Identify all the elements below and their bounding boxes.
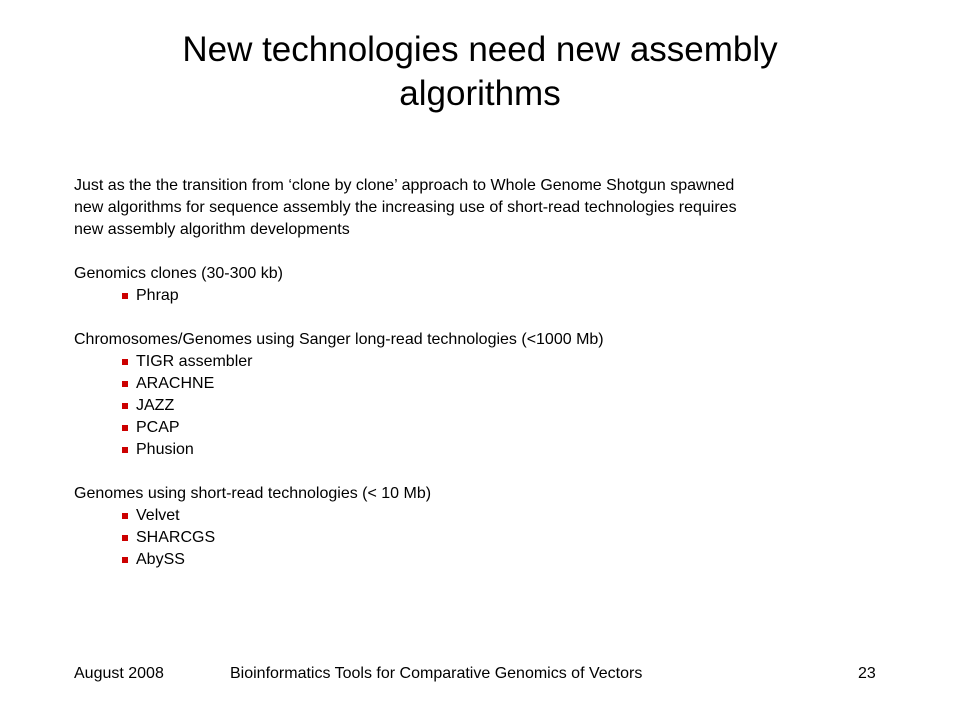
intro-line-3: new assembly algorithm developments	[74, 221, 350, 238]
bullet-list	[74, 351, 894, 461]
bullet-list	[74, 505, 894, 571]
list-item	[122, 351, 894, 373]
square-bullet-icon	[122, 381, 128, 387]
list-item-label: AbySS	[136, 551, 185, 568]
intro-line-2: new algorithms for sequence assembly the increasing use of short-read technologies requires	[74, 199, 737, 216]
list-item	[122, 373, 894, 395]
list-item	[122, 285, 894, 307]
list-item-label: Phusion	[136, 441, 194, 458]
slide-body	[74, 175, 894, 593]
section-heading: Genomes using short-read technologies (< 10 Mb)	[74, 485, 432, 502]
list-item-label: ARACHNE	[136, 375, 215, 392]
slide-title-line-1: New technologies need new assembly	[182, 30, 778, 69]
section-short-read-assemblers	[74, 483, 894, 571]
square-bullet-icon	[122, 513, 128, 519]
list-item	[122, 439, 894, 461]
section-sanger-assemblers	[74, 329, 894, 461]
list-item	[122, 527, 894, 549]
section-heading: Genomics clones (30-300 kb)	[74, 265, 283, 282]
list-item-label: Velvet	[136, 507, 180, 524]
square-bullet-icon	[122, 535, 128, 541]
slide-number: 23	[858, 665, 876, 682]
square-bullet-icon	[122, 359, 128, 365]
list-item	[122, 549, 894, 571]
section-genomic-clones	[74, 263, 894, 307]
list-item-label: Phrap	[136, 287, 179, 304]
list-item	[122, 395, 894, 417]
slide-title-line-2: algorithms	[399, 74, 561, 113]
list-item-label: JAZZ	[136, 397, 175, 414]
square-bullet-icon	[122, 425, 128, 431]
footer-title: Bioinformatics Tools for Comparative Genomics of Vectors	[230, 665, 643, 682]
square-bullet-icon	[122, 447, 128, 453]
footer-date: August 2008	[74, 665, 164, 682]
intro-line-1: Just as the the transition from ‘clone by clone’ approach to Whole Genome Shotgun spawned	[74, 177, 735, 194]
bullet-list	[74, 285, 894, 307]
intro-paragraph	[74, 175, 894, 241]
list-item-label: SHARCGS	[136, 529, 216, 546]
square-bullet-icon	[122, 293, 128, 299]
square-bullet-icon	[122, 557, 128, 563]
square-bullet-icon	[122, 403, 128, 409]
section-heading: Chromosomes/Genomes using Sanger long-read technologies (<1000 Mb)	[74, 331, 604, 348]
list-item	[122, 417, 894, 439]
list-item	[122, 505, 894, 527]
list-item-label: TIGR assembler	[136, 353, 253, 370]
slide-title	[100, 28, 860, 116]
list-item-label: PCAP	[136, 419, 180, 436]
